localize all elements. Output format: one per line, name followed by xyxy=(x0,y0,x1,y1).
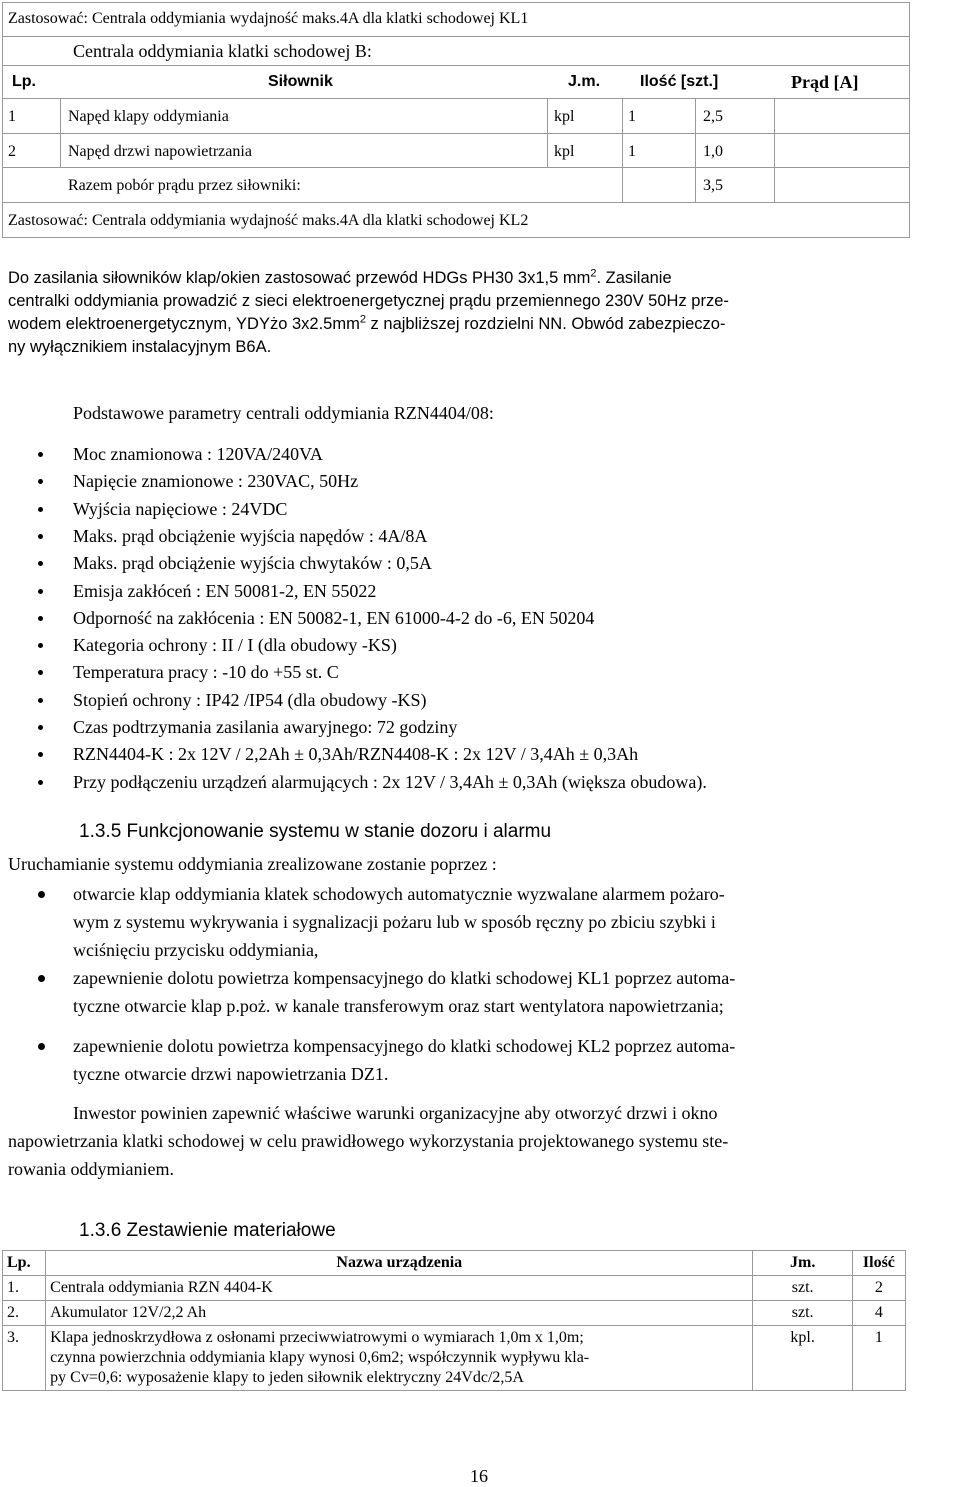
bullet-dot xyxy=(38,725,43,730)
header-silownik: Siłownik xyxy=(268,73,333,90)
row1-name: Napęd klapy oddymiania xyxy=(68,108,229,125)
sum-label: Razem pobór prądu przez siłowniki: xyxy=(68,177,301,194)
table-divider xyxy=(2,36,910,37)
bullet2-line2: tyczne otwarcie klap p.poż. w kanale transferowym oraz start wentylatora napowietrzania; xyxy=(73,996,724,1016)
table-divider xyxy=(60,98,61,167)
param-item: Moc znamionowa : 120VA/240VA xyxy=(73,444,323,464)
param-item: Napięcie znamionowe : 230VAC, 50Hz xyxy=(73,471,359,492)
cell-name: Centrala oddymiania RZN 4404-K xyxy=(46,1276,753,1301)
bullet-dot xyxy=(38,534,43,539)
param-item: RZN4404-K : 2x 12V / 2,2Ah ± 0,3Ah/RZN4408-K : 2x 12V / 3,4Ah ± 0,3Ah xyxy=(73,744,639,765)
bullet-dot xyxy=(38,589,43,594)
header-prad: Prąd [A] xyxy=(791,72,859,92)
header-jm: Jm. xyxy=(753,1251,852,1276)
bullet1-line2: wym z systemu wykrywania i sygnalizacji pożaru lub w sposób ręczny po zbiciu szybki i xyxy=(73,912,716,932)
row2-lp: 2 xyxy=(8,143,16,160)
header-ilosc: Ilość [szt.] xyxy=(640,73,719,90)
section-heading-136: 1.3.6 Zestawienie materiałowe xyxy=(79,1220,336,1241)
row2-name: Napęd drzwi napowietrzania xyxy=(68,143,252,160)
investor-line3: rowania oddymianiem. xyxy=(8,1159,174,1179)
cell-jm: szt. xyxy=(753,1301,852,1326)
cell-lp: 3. xyxy=(3,1326,46,1391)
header-lp: Lp. xyxy=(12,73,36,90)
supply-paragraph xyxy=(8,267,958,359)
table-row-kl2: Zastosować: Centrala oddymiania wydajność maks.4A dla klatki schodowej KL2 xyxy=(8,212,529,229)
param-item: Maks. prąd obciążenie wyjścia napędów : 4A/8A xyxy=(73,525,428,546)
cell-jm: szt. xyxy=(753,1276,852,1301)
bullet3-line2: tyczne otwarcie drzwi napowietrzania DZ1. xyxy=(73,1064,389,1084)
supply-line: centralki oddymiania prowadzić z sieci elektroenergetycznej prądu przemiennego 230V 50Hz prze- xyxy=(8,292,729,310)
bullet-dot xyxy=(38,891,45,898)
param-item: Maks. prąd obciążenie wyjścia chwytaków : 0,5A xyxy=(73,553,432,574)
bullet-dot xyxy=(38,752,43,757)
materials-table xyxy=(2,1250,906,1391)
param-item: Przy podłączeniu urządzeń alarmujących : 2x 12V / 3,4Ah ± 0,3Ah (większa obudowa). xyxy=(73,771,707,792)
table-divider xyxy=(2,65,910,66)
table-row xyxy=(3,1301,906,1326)
bullet-dot xyxy=(38,780,43,785)
table-divider xyxy=(774,98,775,202)
header-jm: J.m. xyxy=(568,73,601,90)
table-divider xyxy=(547,98,548,167)
cell-lp: 2. xyxy=(3,1301,46,1326)
bullet-dot xyxy=(38,561,43,566)
bullet1-line3: wciśnięciu przycisku oddymiania, xyxy=(73,940,319,960)
supply-line: Do zasilania siłowników klap/okien zastosować przewód HDGs PH30 3x1,5 $mm^2$. Zasilanie xyxy=(8,267,672,287)
table-divider xyxy=(2,202,910,203)
row1-jm: kpl xyxy=(554,108,575,125)
table-header-row xyxy=(3,1251,906,1276)
bullet-dot xyxy=(38,479,43,484)
cell-qty: 4 xyxy=(852,1301,905,1326)
param-item: Kategoria ochrony : II / I (dla obudowy -KS) xyxy=(73,635,397,656)
supply-line: ny wyłącznikiem instalacyjnym B6A. xyxy=(8,338,272,356)
bullet-dot xyxy=(38,670,43,675)
row1-current: 2,5 xyxy=(703,108,723,125)
bullet-dot xyxy=(38,698,43,703)
bullet-dot xyxy=(38,507,43,512)
sum-value: 3,5 xyxy=(703,177,723,194)
cell-name-line: czynna powierzchnia oddymiania klapy wynosi 0,6m2; współczynnik wypływu kla- xyxy=(50,1349,590,1366)
table-divider xyxy=(622,98,623,202)
params-title: Podstawowe parametry centrali oddymiania RZN4404/08: xyxy=(73,403,494,423)
param-item: Czas podtrzymania zasilania awaryjnego: 72 godziny xyxy=(73,717,458,737)
param-item: Stopień ochrony : IP42 /IP54 (dla obudowy -KS) xyxy=(73,689,427,710)
investor-line1: Inwestor powinien zapewnić właściwe warunki organizacyjne aby otworzyć drzwi i okno xyxy=(73,1103,718,1123)
param-item: Odporność na zakłócenia : EN 50082-1, EN 61000-4-2 do -6, EN 50204 xyxy=(73,607,595,628)
bullet3-line1: zapewnienie dolotu powietrza kompensacyjnego do klatki schodowej KL2 poprzez automa- xyxy=(73,1036,736,1056)
bullet-dot xyxy=(38,452,43,457)
cell-name-line: Klapa jednoskrzydłowa z osłonami przeciwwiatrowymi o wymiarach 1,0m x 1,0m; xyxy=(50,1329,584,1346)
table-title: Centrala oddymiania klatki schodowej B: xyxy=(73,41,372,61)
bullet1-line1: otwarcie klap oddymiania klatek schodowych automatycznie wyzwalane alarmem pożaro- xyxy=(73,884,725,904)
page-number: 16 xyxy=(470,1466,488,1486)
header-name: Nazwa urządzenia xyxy=(46,1251,753,1276)
cell-qty: 2 xyxy=(852,1276,905,1301)
bullet-dot xyxy=(38,616,43,621)
table-row xyxy=(3,1326,906,1391)
cell-name: Akumulator 12V/2,2 Ah xyxy=(46,1301,753,1326)
supply-line: wodem elektroenergetycznym, YDYżo $3x2.5mm^2$ z najbliższej rozdzielni NN. Obwód zabezpieczo- xyxy=(8,313,726,333)
investor-line2: napowietrzania klatki schodowej w celu prawidłowego wykorzystania projektowanego systemu ste- xyxy=(8,1131,729,1151)
bullet-dot xyxy=(38,643,43,648)
param-item: Emisja zakłóceń : EN 50081-2, EN 55022 xyxy=(73,580,377,601)
header-lp: Lp. xyxy=(3,1251,46,1276)
row2-current: 1,0 xyxy=(703,143,723,160)
cell-name xyxy=(46,1326,753,1391)
bullet-dot xyxy=(38,975,45,982)
param-item: Temperatura pracy : -10 do +55 st. C xyxy=(73,662,339,683)
table-divider xyxy=(695,98,696,202)
cell-qty: 1 xyxy=(852,1326,905,1391)
table-row-kl1: Zastosować: Centrala oddymiania wydajność maks.4A dla klatki schodowej KL1 xyxy=(8,10,529,27)
bullet-dot xyxy=(38,1043,45,1050)
cell-jm: kpl. xyxy=(753,1326,852,1391)
section-heading-135: 1.3.5 Funkcjonowanie systemu w stanie dozoru i alarmu xyxy=(79,821,552,842)
header-qty: Ilość xyxy=(852,1251,905,1276)
row1-lp: 1 xyxy=(8,108,16,125)
row1-qty: 1 xyxy=(628,108,636,125)
bullet2-line1: zapewnienie dolotu powietrza kompensacyjnego do klatki schodowej KL1 poprzez automa- xyxy=(73,968,736,988)
table-row xyxy=(3,1276,906,1301)
row2-qty: 1 xyxy=(628,143,636,160)
section135-intro: Uruchamianie systemu oddymiania zrealizowane zostanie poprzez : xyxy=(8,854,497,874)
row2-jm: kpl xyxy=(554,143,575,160)
param-item: Wyjścia napięciowe : 24VDC xyxy=(73,498,288,519)
cell-lp: 1. xyxy=(3,1276,46,1301)
cell-name-line: py Cv=0,6: wyposażenie klapy to jeden siłownik elektryczny 24Vdc/2,5A xyxy=(50,1369,524,1386)
